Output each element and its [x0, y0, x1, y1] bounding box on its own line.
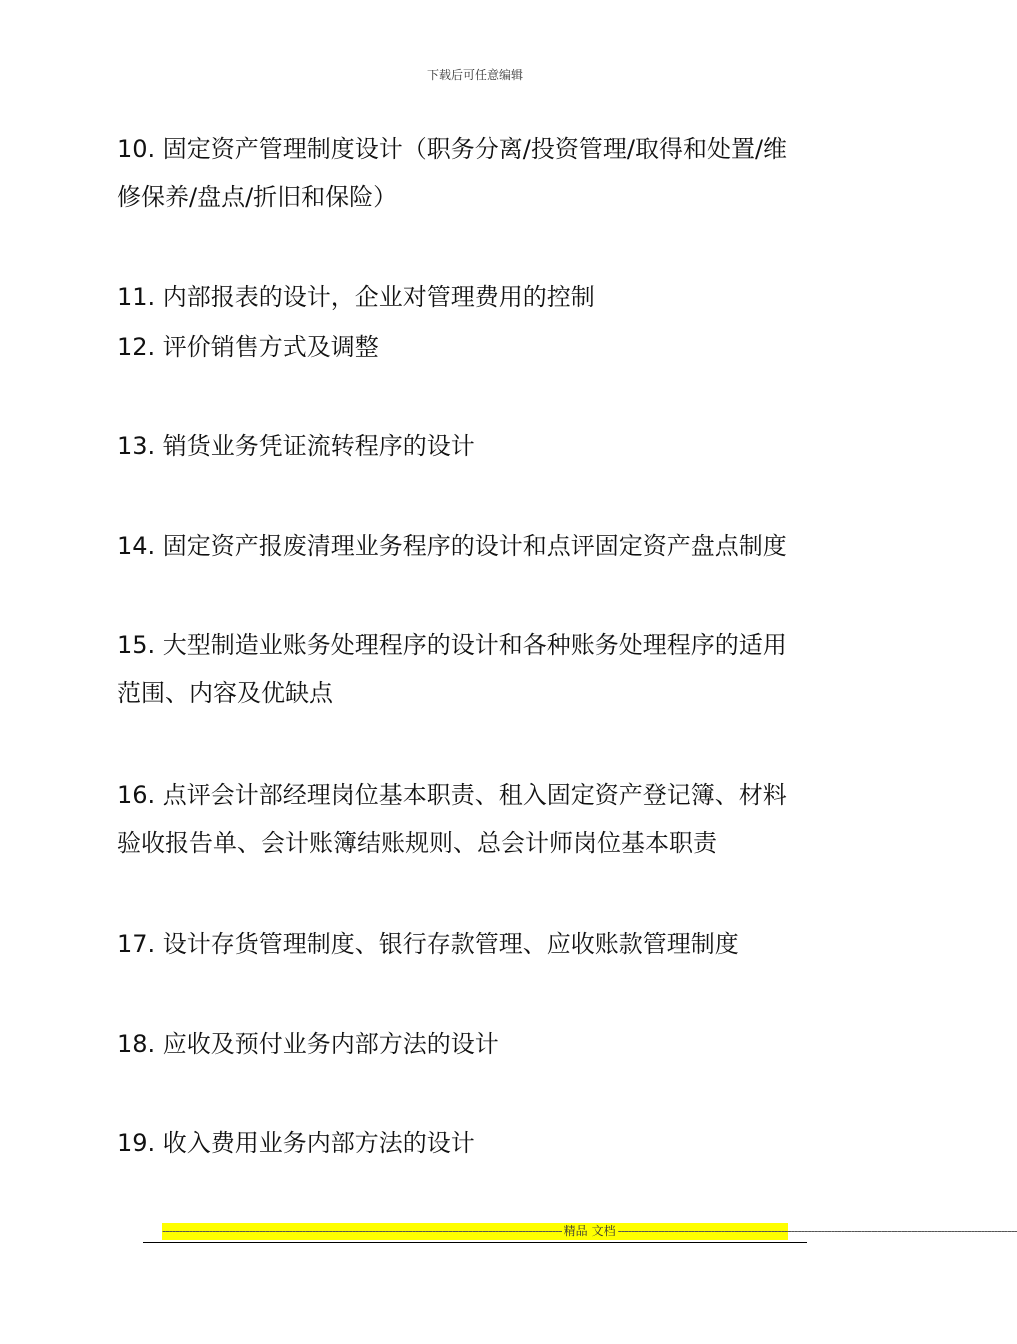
list-item-17: [117, 920, 829, 968]
footer-label-left: 精品: [563, 1224, 588, 1238]
list-item-10: [117, 125, 829, 221]
item-line: 15. 大型制造业账务处理程序的设计和各种账务处理程序的适用: [117, 631, 787, 659]
list-item-12: [117, 323, 829, 371]
list-item-16: [117, 771, 829, 867]
footer-rule: [143, 1242, 807, 1243]
item-line: 验收报告单、会计账簿结账规则、总会计师岗位基本职责: [117, 829, 717, 857]
item-line: 19. 收入费用业务内部方法的设计: [117, 1129, 475, 1157]
list-item-19: [117, 1119, 829, 1167]
item-line: 16. 点评会计部经理岗位基本职责、租入固定资产登记簿、材料: [117, 781, 787, 809]
footer-dashes-left: ------------------------------------------------------------------------------------------------------------------------: [162, 1224, 562, 1238]
footer-dashes-right: ------------------------------------------------------------------------------------------------------------------------: [617, 1224, 1017, 1238]
item-line: 修保养/盘点/折旧和保险）: [117, 183, 398, 211]
item-line: 17. 设计存货管理制度、银行存款管理、应收账款管理制度: [117, 930, 739, 958]
list-item-15: [117, 621, 829, 717]
list-item-11: [117, 273, 829, 321]
footer-banner: [162, 1223, 1017, 1240]
list-item-14: [117, 522, 829, 570]
item-line: 14. 固定资产报废清理业务程序的设计和点评固定资产盘点制度: [117, 532, 787, 560]
item-line: 10. 固定资产管理制度设计（职务分离/投资管理/取得和处置/维: [117, 135, 788, 163]
header-note: 下载后可任意编辑: [426, 68, 523, 82]
item-line: 13. 销货业务凭证流转程序的设计: [117, 432, 475, 460]
item-line: 18. 应收及预付业务内部方法的设计: [117, 1030, 499, 1058]
item-line: 范围、内容及优缺点: [117, 679, 333, 707]
list-item-13: [117, 422, 829, 470]
item-line: 11. 内部报表的设计，企业对管理费用的控制: [117, 283, 595, 311]
footer-label-right: 文档: [591, 1224, 616, 1238]
item-line: 12. 评价销售方式及调整: [117, 333, 379, 361]
list-item-18: [117, 1020, 829, 1068]
